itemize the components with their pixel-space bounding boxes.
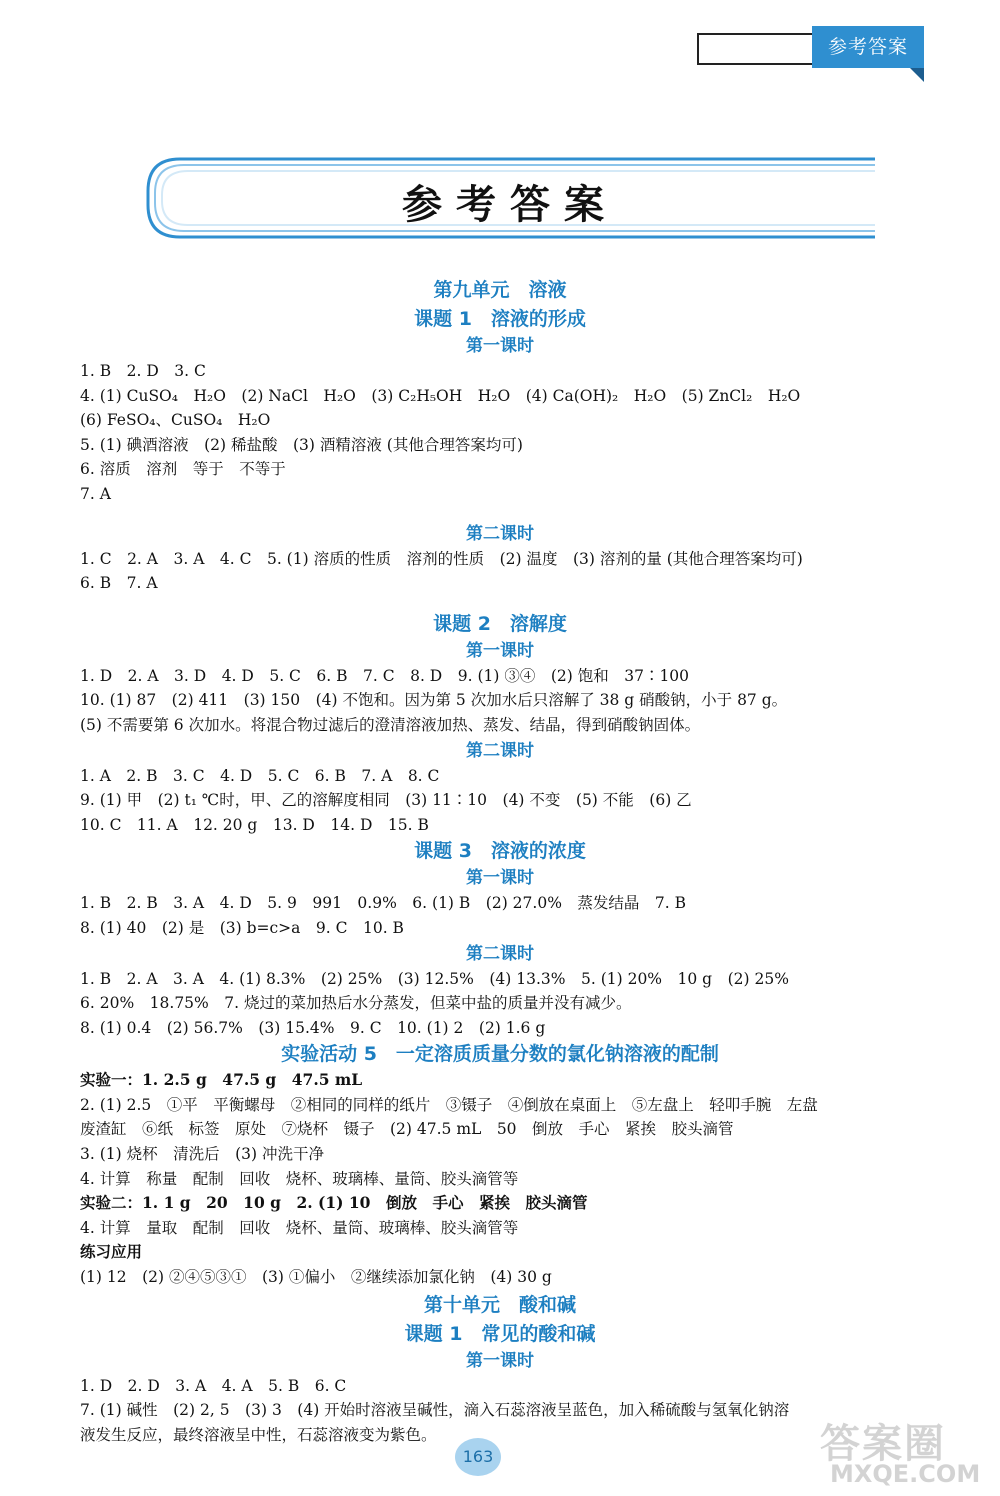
answer-line: 6. 溶质 溶剂 等于 不等于: [80, 460, 286, 479]
answer-label-line: 实验一：1. 2.5 g 47.5 g 47.5 mL: [80, 1070, 363, 1090]
answer-line: (1) 12 (2) ②④⑤③① (3) ①偏小 ②继续添加氯化钠 (4) 30 g: [80, 1268, 552, 1287]
spacer: [80, 596, 920, 610]
topic-heading: 课题 3 溶液的浓度: [414, 840, 586, 863]
answer-content: [80, 275, 920, 1447]
lesson-heading: 第二课时: [466, 523, 534, 544]
answer-line: 1. B 2. A 3. A 4. (1) 8.3% (2) 25% (3) 12.5% (4) 13.3% 5. (1) 20% 10 g (2) 25%: [80, 969, 789, 988]
unit-heading: 第十单元 酸和碱: [423, 1293, 576, 1316]
answer-line: 7. A: [80, 484, 111, 503]
answer-line: 2. (1) 2.5 ①平 平衡螺母 ②相同的同样的纸片 ③镊子 ④倒放在桌面上 ⑤左盘上 轻叩手腕 左盘: [80, 1095, 818, 1114]
topic-heading: 课题 1 常见的酸和碱: [404, 1322, 596, 1345]
answer-line: 10. (1) 87 (2) 411 (3) 150 (4) 不饱和。因为第 5 次加水后只溶解了 38 g 硝酸钠，小于 87 g。: [80, 691, 788, 710]
topic-heading: 实验活动 5 一定溶质质量分数的氯化钠溶液的配制: [281, 1043, 719, 1066]
lesson-heading: 第二课时: [466, 740, 534, 761]
answer-line: 6. 20% 18.75% 7. 烧过的菜加热后水分蒸发，但菜中盐的质量并没有减少。: [80, 994, 632, 1013]
answer-line: 8. (1) 40 (2) 是 (3) b=c>a 9. C 10. B: [80, 918, 404, 937]
lesson-heading: 第一课时: [466, 1350, 534, 1371]
watermark-line1: 答案圈: [820, 1421, 946, 1467]
header-tab-fold: [910, 68, 924, 82]
answer-line: 4. 计算 量取 配制 回收 烧杯、量筒、玻璃棒、胶头滴管等: [80, 1218, 519, 1237]
answer-line: 5. (1) 碘酒溶液 (2) 稀盐酸 (3) 酒精溶液 (其他合理答案均可): [80, 435, 523, 454]
answer-line: 10. C 11. A 12. 20 g 13. D 14. D 15. B: [80, 815, 429, 834]
topic-heading: 课题 2 溶解度: [433, 612, 567, 635]
answer-line: 1. A 2. B 3. C 4. D 5. C 6. B 7. A 8. C: [80, 766, 440, 785]
lesson-heading: 第一课时: [466, 336, 534, 356]
watermark-line2: MXQE.COM: [830, 1460, 981, 1488]
topic-heading: 课题 1 溶液的形成: [414, 308, 586, 330]
lesson-heading: 第一课时: [466, 868, 534, 889]
answer-line: 1. C 2. A 3. A 4. C 5. (1) 溶质的性质 溶剂的性质 (2) 温度 (3) 溶剂的量 (其他合理答案均可): [80, 549, 803, 568]
lesson-heading: 第一课时: [466, 640, 534, 661]
answer-line: 1. B 2. B 3. A 4. D 5. 9 991 0.9% 6. (1) B (2) 27.0% 蒸发结晶 7. B: [80, 894, 687, 913]
unit-heading: 第九单元 溶液: [433, 279, 567, 301]
lesson-heading: 第二课时: [466, 943, 534, 964]
answer-line: 6. B 7. A: [80, 574, 158, 593]
header-tab-box: [697, 33, 817, 65]
answer-line: 4. (1) CuSO₄ H₂O (2) NaCl H₂O (3) C₂H₅OH H₂O (4) Ca(OH)₂ H₂O (5) ZnCl₂ H₂O: [80, 386, 801, 405]
answer-line: 8. (1) 0.4 (2) 56.7% (3) 15.4% 9. C 10. (1) 2 (2) 1.6 g: [80, 1018, 546, 1037]
answer-line: 3. (1) 烧杯 清洗后 (3) 冲洗干净: [80, 1145, 324, 1164]
answer-line: 1. B 2. D 3. C: [80, 362, 206, 380]
answer-line: (6) FeSO₄、CuSO₄ H₂O: [80, 411, 271, 430]
answer-line: 废渣缸 ⑥纸 标签 原处 ⑦烧杯 镊子 (2) 47.5 mL 50 倒放 手心 紧挨 胶头滴管: [80, 1120, 734, 1139]
answer-line: 9. (1) 甲 (2) t₁ ℃时，甲、乙的溶解度相同 (3) 11∶10 (4) 不变 (5) 不能 (6) 乙: [80, 791, 692, 810]
header-tab: [697, 26, 927, 68]
watermark: [820, 1412, 995, 1492]
answer-line: 7. (1) 碱性 (2) 2, 5 (3) 3 (4) 开始时溶液呈碱性，滴入石蕊溶液呈蓝色，加入稀硫酸与氢氧化钠溶: [80, 1401, 790, 1420]
answer-line: 液发生反应，最终溶液呈中性，石蕊溶液变为紫色。: [80, 1425, 437, 1444]
title-banner: [140, 155, 880, 245]
answer-line: (5) 不需要第 6 次加水。将混合物过滤后的澄清溶液加热、蒸发、结晶，得到硝酸钠固体。: [80, 715, 701, 734]
page-title: 参考答案: [402, 181, 618, 228]
answer-line: 1. D 2. D 3. A 4. A 5. B 6. C: [80, 1376, 347, 1395]
page-number: 163: [455, 1438, 501, 1476]
answer-line: 1. D 2. A 3. D 4. D 5. C 6. B 7. C 8. D 9. (1) ③④ (2) 饱和 37∶100: [80, 666, 690, 685]
answer-label-line: 练习应用: [80, 1242, 143, 1262]
answer-label-line: 实验二：1. 1 g 20 10 g 2. (1) 10 倒放 手心 紧挨 胶头滴管: [80, 1193, 588, 1213]
answer-line: 4. 计算 称量 配制 回收 烧杯、玻璃棒、量筒、胶头滴管等: [80, 1169, 519, 1188]
spacer: [80, 507, 920, 521]
header-tab-label: 参考答案: [812, 26, 924, 68]
